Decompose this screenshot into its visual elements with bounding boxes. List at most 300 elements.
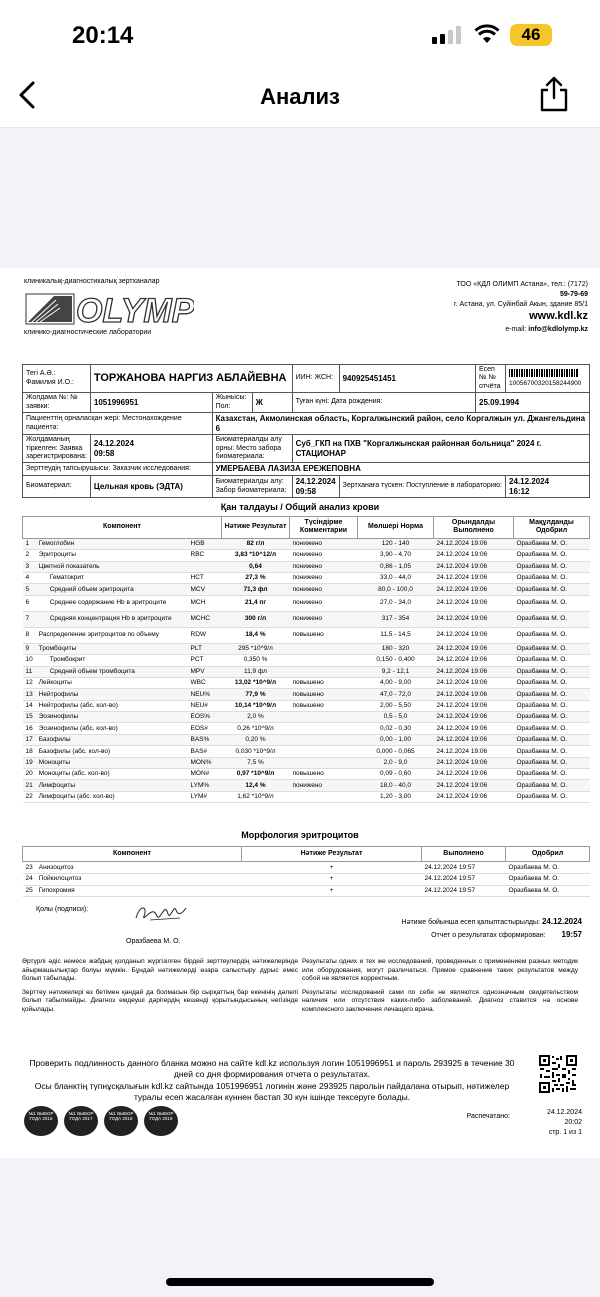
result-done: 24.12.2024 19:06: [434, 595, 514, 611]
result-approved-by: Оразбаева М. О.: [514, 780, 590, 791]
result-approved-by: Оразбаева М. О.: [514, 689, 590, 700]
result-row: [23, 611, 590, 627]
result-number: 18: [23, 746, 36, 757]
result-comment: понижено: [290, 538, 358, 549]
formed-date: 24.12.2024: [541, 917, 582, 926]
result-done: 24.12.2024 19:06: [434, 643, 514, 654]
patient-dob: 25.09.1994: [476, 393, 590, 413]
result-comment: повышено: [290, 689, 358, 700]
printed-label: Распечатано:: [466, 1113, 510, 1120]
result-row: [23, 791, 590, 802]
result-component: Нейтрофилы (абс. кол-во): [36, 700, 188, 711]
location-label: Пациенттің орналасқан жері: Местонахождение пациента:: [23, 412, 213, 434]
home-indicator[interactable]: [166, 1278, 434, 1286]
result-row: [23, 627, 590, 643]
result-row: [23, 769, 590, 780]
formed-time: 19:57: [561, 929, 582, 939]
result-row: [23, 780, 590, 791]
report-number: 10056700320158244900: [509, 380, 582, 388]
cellular-signal-icon: [432, 26, 461, 44]
result-row: [23, 723, 590, 734]
morphology-table: [22, 846, 590, 897]
result-value: 11,9 фл: [222, 666, 290, 677]
awards-row: [24, 1106, 178, 1136]
result-number: 13: [23, 689, 36, 700]
patient-name: ТОРЖАНОВА НАРГИЗ АБЛАЙЕВНА: [90, 365, 292, 393]
result-component: Цветной показатель: [36, 561, 188, 572]
result-component: Средняя концентрация Hb в эритроците: [36, 611, 188, 627]
registered-time: 09:58: [93, 448, 115, 458]
result-component: Моноциты (абс. кол-во): [36, 769, 188, 780]
result-code: EOS#: [188, 723, 222, 734]
result-row: [23, 734, 590, 745]
result-code: RDW: [188, 627, 222, 643]
result-norm: 33,0 - 44,0: [358, 572, 434, 583]
olymp-brand: OLYMP: [76, 292, 194, 328]
result-value: 0,030 *10^9/л: [222, 746, 290, 757]
page-title: Анализ: [260, 84, 340, 109]
morphology-row: [23, 862, 590, 874]
result-component: Гемоглобин: [36, 538, 188, 549]
result-value: 13,02 *10^9/л: [222, 677, 290, 688]
battery-icon: 46: [510, 24, 552, 46]
result-norm: 2,00 - 5,50: [358, 700, 434, 711]
result-approved-by: Оразбаева М. О.: [514, 757, 590, 768]
result-code: RBC: [188, 550, 222, 561]
result-value: 21,4 пг: [222, 595, 290, 611]
result-norm: 11,5 - 14,5: [358, 627, 434, 643]
result-value: 71,3 фл: [222, 584, 290, 595]
iin-label: ИИН: ЖСН:: [292, 365, 339, 393]
result-norm: 1,20 - 3,00: [358, 791, 434, 802]
result-number: 15: [23, 712, 36, 723]
result-row: [23, 746, 590, 757]
result-comment: [290, 643, 358, 654]
result-norm: 0,86 - 1,05: [358, 561, 434, 572]
result-done: 24.12.2024 19:06: [434, 723, 514, 734]
result-row: [23, 584, 590, 595]
result-number: 6: [23, 595, 36, 611]
result-component: Средний объем тромбоцита: [36, 666, 188, 677]
result-done: 24.12.2024 19:06: [434, 666, 514, 677]
result-norm: 3,90 - 4,70: [358, 550, 434, 561]
printed-time: 20:02: [564, 1118, 582, 1126]
result-row: [23, 561, 590, 572]
result-value: 7,5 %: [222, 757, 290, 768]
result-comment: понижено: [290, 572, 358, 583]
status-time: 20:14: [72, 22, 134, 49]
result-component: Базофилы (абс. кол-во): [36, 746, 188, 757]
result-approved-by: Оразбаева М. О.: [514, 627, 590, 643]
disclaimer-kz-2: Зерттеу нәтижелері өз бетімен қандай да болмасын бір сырқаттың бар екенінің дәлелі болып табылмайды. Диагноз емдеуші дәрігердің кешенді қорытындысының негізінде қойылады.: [22, 988, 298, 1013]
result-row: [23, 757, 590, 768]
result-done: 24.12.2024 19:06: [434, 572, 514, 583]
lab-contacts: [454, 280, 588, 335]
result-approved-by: Оразбаева М. О.: [514, 611, 590, 627]
result-code: HCT: [188, 572, 222, 583]
patient-sex: Ж: [252, 393, 292, 413]
result-value: 27,3 %: [222, 572, 290, 583]
signer-name: Оразбаева М. О.: [126, 938, 181, 945]
result-comment: [290, 791, 358, 802]
morph-done: 24.12.2024 19:57: [422, 862, 506, 874]
result-code: PLT: [188, 643, 222, 654]
morph-number: 23: [23, 862, 36, 874]
result-number: 17: [23, 734, 36, 745]
result-comment: понижено: [290, 584, 358, 595]
result-value: 1,62 *10^9/л: [222, 791, 290, 802]
lab-report-document[interactable]: [0, 268, 600, 1158]
results-title: Қан талдауы / Общий анализ крови: [220, 502, 380, 512]
result-approved-by: Оразбаева М. О.: [514, 655, 590, 666]
result-code: NEU%: [188, 689, 222, 700]
morph-col-approved: Одобрил: [506, 847, 590, 862]
result-number: 14: [23, 700, 36, 711]
result-approved-by: Оразбаева М. О.: [514, 700, 590, 711]
report-formed: [402, 916, 582, 941]
received-date: 24.12.2024: [509, 476, 550, 486]
result-number: 10: [23, 655, 36, 666]
result-value: 3,83 *10^12/л: [222, 550, 290, 561]
customer-label: Зерттеудің тапсырушысы: Заказчик исследования:: [23, 463, 213, 476]
result-component: Лимфоциты: [36, 780, 188, 791]
customer-name: УМЕРБАЕВА ЛАЗИЗА ЕРЕЖЕПОВНА: [212, 463, 589, 476]
disclaimer-ru-1: Результаты одних и тех же исследований, проведенных с применением разных методик или оборудования, могут различаться. Прямое сравнение таких результатов между собой не является корректным.: [302, 958, 578, 983]
morph-col-done: Выполнено: [422, 847, 506, 862]
award-badge: №1 ВЫБОР ГОДА 2018: [104, 1106, 138, 1136]
result-norm: 120 - 140: [358, 538, 434, 549]
result-norm: 0,02 - 0,30: [358, 723, 434, 734]
result-approved-by: Оразбаева М. О.: [514, 723, 590, 734]
qr-code-icon[interactable]: [538, 1054, 578, 1094]
result-done: 24.12.2024 19:06: [434, 584, 514, 595]
result-row: [23, 700, 590, 711]
morph-approved-by: Оразбаева М. О.: [506, 885, 590, 897]
result-approved-by: Оразбаева М. О.: [514, 666, 590, 677]
result-approved-by: Оразбаева М. О.: [514, 769, 590, 780]
name-label: Тегі А.Ә.: Фамилия И.О.:: [23, 365, 91, 393]
result-code: LYM#: [188, 791, 222, 802]
result-row: [23, 712, 590, 723]
result-norm: 4,00 - 9,00: [358, 677, 434, 688]
result-approved-by: Оразбаева М. О.: [514, 595, 590, 611]
collection-date: 24.12.2024: [295, 476, 336, 486]
result-code: WBC: [188, 677, 222, 688]
result-code: [188, 561, 222, 572]
result-component: Базофилы: [36, 734, 188, 745]
result-approved-by: Оразбаева М. О.: [514, 572, 590, 583]
result-code: LYM%: [188, 780, 222, 791]
result-approved-by: Оразбаева М. О.: [514, 643, 590, 654]
sex-label: Жынысы: Пол:: [212, 393, 252, 413]
result-done: 24.12.2024 19:06: [434, 734, 514, 745]
result-norm: 27,0 - 34,0: [358, 595, 434, 611]
result-done: 24.12.2024 19:06: [434, 780, 514, 791]
printed-date: 24.12.2024: [546, 1109, 582, 1116]
col-comment: Түсіндірме Комментарии: [290, 517, 358, 539]
result-number: 22: [23, 791, 36, 802]
result-done: 24.12.2024 19:06: [434, 689, 514, 700]
result-comment: понижено: [290, 595, 358, 611]
result-number: 8: [23, 627, 36, 643]
result-component: Эозинофилы (абс. кол-во): [36, 723, 188, 734]
received-label: Зертханаға түскен: Поступление в лабораторию:: [339, 475, 505, 497]
result-value: 295 *10^9/л: [222, 643, 290, 654]
result-row: [23, 572, 590, 583]
result-norm: 18,0 - 40,0: [358, 780, 434, 791]
result-code: NEU#: [188, 700, 222, 711]
col-approved: Мақұлданды Одобрил: [514, 517, 590, 539]
lab-bottom-line: клинико-диагностические лаборатории: [24, 329, 152, 336]
signature-label: Қолы (подписи):: [36, 906, 89, 913]
result-component: Распределение эритроцитов по объему: [36, 627, 188, 643]
nav-bar: [0, 60, 600, 128]
result-norm: 2,0 - 9,0: [358, 757, 434, 768]
result-done: 24.12.2024 19:06: [434, 550, 514, 561]
result-done: 24.12.2024 19:06: [434, 627, 514, 643]
result-row: [23, 677, 590, 688]
report-label: Есеп № № отчёта: [476, 365, 506, 393]
morph-done: 24.12.2024 19:57: [422, 885, 506, 897]
result-norm: 9,2 - 12,1: [358, 666, 434, 677]
olymp-logo: [24, 288, 194, 328]
lab-email-link[interactable]: info@kdlolymp.kz: [528, 325, 588, 333]
morph-number: 25: [23, 885, 36, 897]
result-value: 0,26 *10^9/л: [222, 723, 290, 734]
result-component: Эозинофилы: [36, 712, 188, 723]
disclaimer-kz-1: Әртүрлі әдіс немесе жабдық қолданып жүргізілген бірдей зерттеулердің нәтижелерінде айырмашылықтар болуы мүмкін. Бұндай нәтижелерді өзара салыстыру дұрыс емес болып табылады.: [22, 958, 298, 983]
order-label: Жолдама №: № заявки:: [23, 393, 91, 413]
result-comment: [290, 734, 358, 745]
award-badge: №1 ВЫБОР ГОДА 2017: [64, 1106, 98, 1136]
result-norm: 0,00 - 1,00: [358, 734, 434, 745]
result-row: [23, 538, 590, 549]
result-code: MCV: [188, 584, 222, 595]
result-value: 77,9 %: [222, 689, 290, 700]
registered-date: 24.12.2024: [93, 439, 134, 449]
lab-phone: 59-79-69: [559, 290, 588, 298]
morph-approved-by: Оразбаева М. О.: [506, 873, 590, 885]
result-norm: 0,09 - 0,60: [358, 769, 434, 780]
col-done: Орындалды Выполнено: [434, 517, 514, 539]
result-value: 82 г/л: [222, 538, 290, 549]
result-row: [23, 595, 590, 611]
result-comment: [290, 746, 358, 757]
result-value: 0,64: [222, 561, 290, 572]
lab-site-link[interactable]: www.kdl.kz: [529, 310, 588, 323]
result-approved-by: Оразбаева М. О.: [514, 561, 590, 572]
result-approved-by: Оразбаева М. О.: [514, 734, 590, 745]
disclaimer-kz: [22, 958, 298, 1019]
verify-ru: Проверить подлинность данного бланка можно на сайте kdl.kz используя логин 1051996951 и пароль 293925 в течение 30 дней со дня формирования отчета о результатах.: [29, 1058, 515, 1080]
result-component: Среднее содержание Hb в эритроците: [36, 595, 188, 611]
result-norm: 0,5 - 5,0: [358, 712, 434, 723]
patient-info-table: [22, 364, 590, 498]
result-component: Лейкоциты: [36, 677, 188, 688]
result-value: 0,350 %: [222, 655, 290, 666]
result-component: Лимфоциты (абс. кол-во): [36, 791, 188, 802]
result-number: 4: [23, 572, 36, 583]
result-code: MCH: [188, 595, 222, 611]
printed-info: [466, 1108, 582, 1137]
result-component: Тромбокрит: [36, 655, 188, 666]
result-number: 5: [23, 584, 36, 595]
status-bar: [0, 0, 600, 60]
result-done: 24.12.2024 19:06: [434, 561, 514, 572]
result-code: MON%: [188, 757, 222, 768]
result-value: 300 г/л: [222, 611, 290, 627]
result-comment: [290, 757, 358, 768]
registered-label: Жолдаманың тіркелген: Заявка зарегистрирована:: [23, 435, 91, 463]
formed-kz-label: Нәтиже бойынша есеп қалыптастырылды:: [401, 919, 540, 926]
result-done: 24.12.2024 19:06: [434, 677, 514, 688]
results-table: [22, 516, 590, 803]
formed-ru-label: Отчет о результатах сформирован:: [431, 931, 546, 939]
result-component: Гематокрит: [36, 572, 188, 583]
result-norm: 180 - 320: [358, 643, 434, 654]
morph-col-component: Компонент: [23, 847, 242, 862]
morph-approved-by: Оразбаева М. О.: [506, 862, 590, 874]
morph-component: Гипохромия: [36, 885, 242, 897]
result-done: 24.12.2024 19:06: [434, 757, 514, 768]
collection-time: 09:58: [295, 486, 317, 496]
disclaimer-ru: [302, 958, 578, 1019]
result-row: [23, 550, 590, 561]
result-number: 16: [23, 723, 36, 734]
result-norm: 80,0 - 100,0: [358, 584, 434, 595]
lab-address: г. Астана, ул. Суйінбай Акын, здание 85/1: [453, 300, 588, 308]
result-component: Моноциты: [36, 757, 188, 768]
result-comment: [290, 666, 358, 677]
result-value: 2,0 %: [222, 712, 290, 723]
result-done: 24.12.2024 19:06: [434, 700, 514, 711]
morph-value: +: [242, 862, 422, 874]
col-result: Нәтиже Результат: [222, 517, 290, 539]
result-code: HGB: [188, 538, 222, 549]
order-number: 1051996951: [90, 393, 212, 413]
verify-note: [22, 1058, 522, 1104]
result-value: 18,4 %: [222, 627, 290, 643]
result-number: 12: [23, 677, 36, 688]
result-code: MON#: [188, 769, 222, 780]
verify-kz: Осы бланктің түпнұсқалығын kdl.kz сайтында 1051996951 логинін және 293925 парольін пайдалана отырып, нәтижелер туралы есеп жасалған күннен бастап 30 күн ішінде тексеруге болады.: [34, 1080, 510, 1103]
morphology-row: [23, 885, 590, 897]
result-number: 21: [23, 780, 36, 791]
result-norm: 317 - 354: [358, 611, 434, 627]
biomaterial: Цельная кровь (ЭДТА): [90, 475, 212, 497]
patient-location: Казахстан, Акмолинская область, Коргалжынский район, село Коргалжын ул. Джангельдина 6: [212, 412, 589, 434]
result-value: 0,97 *10^9/л: [222, 769, 290, 780]
award-badge: №1 ВЫБОР ГОДА 2019: [144, 1106, 178, 1136]
morph-value: +: [242, 885, 422, 897]
result-value: 10,14 *10^9/л: [222, 700, 290, 711]
result-comment: повышено: [290, 769, 358, 780]
result-row: [23, 655, 590, 666]
result-norm: 47,0 - 72,0: [358, 689, 434, 700]
collection-place: Суб_ГКП на ПХВ "Коргалжынская районная больница" 2024 г. СТАЦИОНАР: [292, 435, 589, 463]
result-comment: понижено: [290, 550, 358, 561]
morphology-title: Морфология эритроцитов: [241, 830, 359, 840]
morphology-row: [23, 873, 590, 885]
result-component: Тромбоциты: [36, 643, 188, 654]
result-number: 9: [23, 643, 36, 654]
result-component: Эритроциты: [36, 550, 188, 561]
result-component: Средний объем эритроцита: [36, 584, 188, 595]
lab-top-line: клиникалық-диагностикалық зертханалар: [24, 278, 160, 285]
morph-col-result: Нәтиже Результат: [242, 847, 422, 862]
result-number: 7: [23, 611, 36, 627]
result-row: [23, 689, 590, 700]
result-row: [23, 666, 590, 677]
result-done: 24.12.2024 19:06: [434, 746, 514, 757]
result-approved-by: Оразбаева М. О.: [514, 746, 590, 757]
disclaimer-ru-2: Результаты исследований сами по себе не являются однозначным свидетельством наличия или отсутствия каких-либо заболеваний. Диагноз ставится на основе комплексного заключения лечащего врача.: [302, 988, 578, 1013]
biomaterial-label: Биоматериал:: [23, 475, 91, 497]
result-value: 12,4 %: [222, 780, 290, 791]
result-code: BAS%: [188, 734, 222, 745]
patient-iin: 940925451451: [339, 365, 475, 393]
result-code: BAS#: [188, 746, 222, 757]
result-norm: 0,150 - 0,400: [358, 655, 434, 666]
result-code: MPV: [188, 666, 222, 677]
result-approved-by: Оразбаева М. О.: [514, 712, 590, 723]
wifi-icon: [474, 24, 500, 44]
result-comment: понижено: [290, 780, 358, 791]
collection-label: Биоматериалды алу: Забор биоматериала:: [212, 475, 292, 497]
result-number: 2: [23, 550, 36, 561]
result-code: PCT: [188, 655, 222, 666]
award-badge: №1 ВЫБОР ГОДА 2016: [24, 1106, 58, 1136]
barcode-icon: [509, 369, 579, 377]
morph-done: 24.12.2024 19:57: [422, 873, 506, 885]
col-component: Компонент: [23, 517, 222, 539]
result-value: 0,20 %: [222, 734, 290, 745]
result-done: 24.12.2024 19:06: [434, 712, 514, 723]
collection-place-label: Биоматериалды алу орны: Место забора биоматериала:: [212, 435, 292, 463]
morph-number: 24: [23, 873, 36, 885]
result-number: 11: [23, 666, 36, 677]
result-comment: [290, 655, 358, 666]
result-approved-by: Оразбаева М. О.: [514, 538, 590, 549]
col-norm: Мөлшері Норма: [358, 517, 434, 539]
result-comment: повышено: [290, 627, 358, 643]
result-number: 20: [23, 769, 36, 780]
result-comment: повышено: [290, 677, 358, 688]
result-number: 3: [23, 561, 36, 572]
result-approved-by: Оразбаева М. О.: [514, 584, 590, 595]
received-time: 16:12: [509, 486, 530, 496]
result-comment: [290, 712, 358, 723]
signature-image: [130, 900, 190, 928]
result-done: 24.12.2024 19:06: [434, 791, 514, 802]
morph-component: Пойкилоцитоз: [36, 873, 242, 885]
result-comment: понижено: [290, 561, 358, 572]
morph-component: Анизоцитоз: [36, 862, 242, 874]
email-label: e-mail:: [505, 325, 527, 333]
lab-company: ТОО «КДЛ ОЛИМП Астана», тел.: (7172): [456, 281, 588, 288]
result-done: 24.12.2024 19:06: [434, 769, 514, 780]
result-approved-by: Оразбаева М. О.: [514, 791, 590, 802]
printed-page: стр. 1 из 1: [548, 1128, 582, 1136]
dob-label: Туған күні: Дата рождения:: [292, 393, 475, 413]
result-norm: 0,000 - 0,065: [358, 746, 434, 757]
result-done: 24.12.2024 19:06: [434, 655, 514, 666]
result-code: MCHC: [188, 611, 222, 627]
result-code: EOS%: [188, 712, 222, 723]
result-number: 1: [23, 538, 36, 549]
result-done: 24.12.2024 19:06: [434, 538, 514, 549]
share-icon[interactable]: [538, 76, 570, 112]
